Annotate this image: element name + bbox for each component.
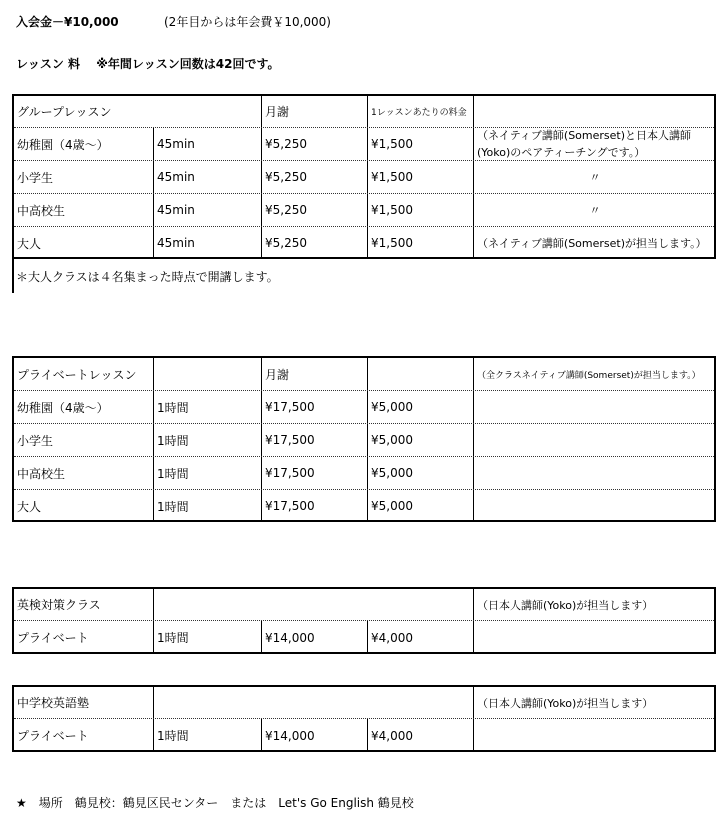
duration: 1時間 (154, 621, 262, 654)
lesson-fee-title: レッスン 料 ※年間レッスン回数は42回です。 (16, 57, 280, 71)
footnote-bar (12, 259, 14, 293)
duration: 1時間 (154, 457, 262, 489)
juku-note: （日本人講師(Yoko)が担当します） (477, 696, 654, 710)
per-lesson-fee: ¥1,500 (368, 227, 474, 259)
duration: 45min (154, 227, 262, 259)
row-note (474, 719, 716, 752)
ditto-mark: 〃 (589, 171, 601, 184)
eiken-class-table (12, 587, 716, 654)
annual-fee-note: (2年目からは年会費￥10,000) (164, 15, 331, 29)
monthly-fee: ¥5,250 (262, 128, 368, 160)
class-name: 中高校生 (14, 194, 154, 226)
private-header-note: （全クラスネイティブ講師(Somerset)が担当します。） (477, 370, 701, 381)
monthly-fee: ¥5,250 (262, 194, 368, 226)
eiken-title: 英検対策クラス (14, 589, 154, 620)
table-row (14, 424, 714, 457)
row-note: （ネイティブ講師(Somerset)が担当します。） (477, 237, 707, 250)
duration: 45min (154, 128, 262, 160)
duration: 1時間 (154, 490, 262, 522)
duration: 45min (154, 161, 262, 193)
private-header-title: プライベートレッスン (14, 358, 154, 390)
group-header-title: グループレッスン (14, 96, 262, 127)
class-name: 小学生 (14, 424, 154, 456)
juku-class-table (12, 685, 716, 752)
class-name: 中高校生 (14, 457, 154, 489)
table-row (14, 490, 714, 522)
monthly-header: 月謝 (262, 96, 368, 127)
table-row (14, 457, 714, 490)
duration: 1時間 (154, 719, 262, 752)
empty-header (154, 358, 262, 390)
table-row (14, 194, 714, 227)
per-lesson-fee: ¥4,000 (368, 719, 474, 752)
per-lesson-fee: ¥4,000 (368, 621, 474, 654)
row-note (474, 490, 716, 522)
monthly-fee: ¥17,500 (262, 391, 368, 423)
private-lesson-table (12, 356, 716, 522)
class-name: 大人 (14, 227, 154, 259)
table-row (14, 161, 714, 194)
group-footnote: ＊大人クラスは４名集まった時点で開講します。 (16, 270, 279, 284)
table-header-row (14, 96, 714, 128)
monthly-fee: ¥5,250 (262, 227, 368, 259)
row-note (474, 621, 716, 654)
empty-header (154, 687, 474, 718)
table-row (14, 391, 714, 424)
table-row (14, 719, 714, 752)
ditto-mark: 〃 (589, 204, 601, 217)
location-text: ★ 場所 鶴見校：鶴見区民センター または Let's Go English 鶴見校 (16, 796, 414, 810)
table-row (14, 621, 714, 654)
duration: 1時間 (154, 424, 262, 456)
table-header-row (14, 589, 714, 621)
duration: 45min (154, 194, 262, 226)
row-note (474, 391, 716, 423)
table-header-row (14, 358, 714, 391)
per-lesson-fee: ¥5,000 (368, 490, 474, 522)
group-lesson-table (12, 94, 716, 259)
monthly-fee: ¥14,000 (262, 719, 368, 752)
per-lesson-fee: ¥1,500 (368, 161, 474, 193)
monthly-fee: ¥5,250 (262, 161, 368, 193)
per-lesson-fee: ¥5,000 (368, 457, 474, 489)
class-name: 幼稚園（4歳～） (14, 128, 154, 160)
duration: 1時間 (154, 391, 262, 423)
table-row (14, 227, 714, 259)
monthly-fee: ¥17,500 (262, 490, 368, 522)
class-name: プライベート (14, 621, 154, 654)
table-row (14, 128, 714, 161)
monthly-fee: ¥17,500 (262, 457, 368, 489)
monthly-fee: ¥17,500 (262, 424, 368, 456)
monthly-fee: ¥14,000 (262, 621, 368, 654)
class-name: 大人 (14, 490, 154, 522)
class-name: 小学生 (14, 161, 154, 193)
monthly-header: 月謝 (262, 358, 368, 390)
per-lesson-header: 1レッスンあたりの料金 (368, 96, 474, 127)
note-header (474, 96, 716, 127)
empty-header (154, 589, 474, 620)
per-lesson-fee: ¥1,500 (368, 128, 474, 160)
per-lesson-fee: ¥5,000 (368, 424, 474, 456)
class-name: 幼稚園（4歳～） (14, 391, 154, 423)
entry-fee-label: 入会金－¥10,000 (16, 15, 119, 29)
class-name: プライベート (14, 719, 154, 752)
row-note (474, 457, 716, 489)
per-lesson-fee: ¥5,000 (368, 391, 474, 423)
row-note: （ネイティブ講師(Somerset)と日本人講師(Yoko)のペアティーチングです。） (477, 129, 692, 159)
eiken-note: （日本人講師(Yoko)が担当します） (477, 598, 654, 612)
empty-header (368, 358, 474, 390)
row-note (474, 424, 716, 456)
juku-title: 中学校英語塾 (14, 687, 154, 718)
per-lesson-fee: ¥1,500 (368, 194, 474, 226)
table-header-row (14, 687, 714, 719)
